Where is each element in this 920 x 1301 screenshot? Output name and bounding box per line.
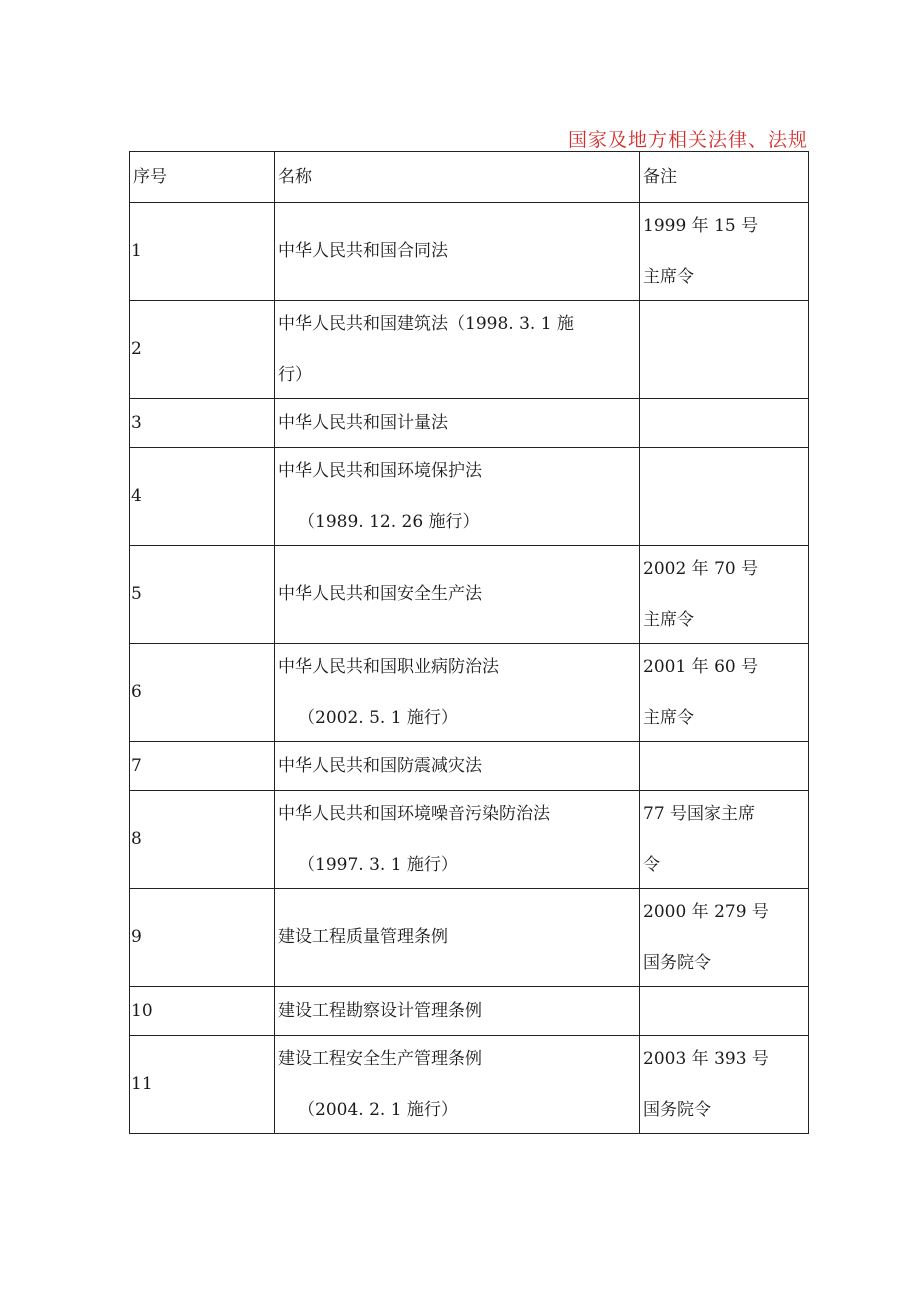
name-line: （2002. 5. 1 施行） xyxy=(298,707,458,728)
row-no: 7 xyxy=(130,742,275,791)
row-name xyxy=(275,791,640,889)
table-row xyxy=(130,1036,809,1134)
table-row xyxy=(130,301,809,399)
table-row xyxy=(130,399,809,448)
page-title: 国家及地方相关法律、法规 xyxy=(567,129,808,151)
row-remark xyxy=(640,791,809,889)
header-no: 序号 xyxy=(130,152,275,203)
name-line: （1989. 12. 26 施行） xyxy=(298,511,480,532)
remark-line: 77 号国家主席 xyxy=(643,804,756,825)
remark-line: 国务院令 xyxy=(643,952,711,973)
name-line: 建设工程安全生产管理条例 xyxy=(278,1049,482,1070)
laws-table xyxy=(129,151,809,1134)
table-row xyxy=(130,546,809,644)
row-no: 9 xyxy=(130,889,275,987)
remark-line: 主席令 xyxy=(643,609,694,630)
table-row xyxy=(130,644,809,742)
row-name xyxy=(275,742,640,791)
header-name: 名称 xyxy=(275,152,640,203)
row-name xyxy=(275,448,640,546)
row-name xyxy=(275,889,640,987)
name-line: 中华人民共和国计量法 xyxy=(278,412,448,433)
remark-line: 国务院令 xyxy=(643,1099,711,1120)
row-name xyxy=(275,987,640,1036)
table-row xyxy=(130,889,809,987)
row-remark xyxy=(640,742,809,791)
remark-line: 主席令 xyxy=(643,707,694,728)
row-remark xyxy=(640,203,809,301)
table-row xyxy=(130,791,809,889)
remark-line: 2001 年 60 号 xyxy=(643,657,759,678)
name-line: 中华人民共和国职业病防治法 xyxy=(278,657,499,678)
table-row xyxy=(130,448,809,546)
name-line: （1997. 3. 1 施行） xyxy=(298,854,458,875)
row-name xyxy=(275,301,640,399)
row-no: 6 xyxy=(130,644,275,742)
row-name xyxy=(275,399,640,448)
name-line: 中华人民共和国环境保护法 xyxy=(278,461,482,482)
row-name xyxy=(275,546,640,644)
name-line: 中华人民共和国环境噪音污染防治法 xyxy=(278,804,550,825)
row-no: 3 xyxy=(130,399,275,448)
row-name xyxy=(275,1036,640,1134)
row-no: 11 xyxy=(130,1036,275,1134)
remark-line: 2002 年 70 号 xyxy=(643,559,759,580)
name-line: 中华人民共和国防震减灾法 xyxy=(278,755,482,776)
row-no: 5 xyxy=(130,546,275,644)
name-line: 建设工程勘察设计管理条例 xyxy=(278,1000,482,1021)
row-no: 8 xyxy=(130,791,275,889)
row-name xyxy=(275,644,640,742)
row-remark xyxy=(640,399,809,448)
row-name xyxy=(275,203,640,301)
remark-line: 1999 年 15 号 xyxy=(643,216,759,237)
remark-line: 2003 年 393 号 xyxy=(643,1049,769,1070)
row-remark xyxy=(640,546,809,644)
header-remark: 备注 xyxy=(640,152,809,203)
row-remark xyxy=(640,644,809,742)
row-no: 2 xyxy=(130,301,275,399)
name-line: 中华人民共和国建筑法（1998. 3. 1 施 xyxy=(278,314,574,335)
row-no: 1 xyxy=(130,203,275,301)
row-no: 10 xyxy=(130,987,275,1036)
table-row xyxy=(130,742,809,791)
row-remark xyxy=(640,987,809,1036)
table-row xyxy=(130,987,809,1036)
row-remark xyxy=(640,301,809,399)
name-line: 中华人民共和国安全生产法 xyxy=(278,584,482,605)
row-remark xyxy=(640,889,809,987)
remark-line: 主席令 xyxy=(643,266,694,287)
name-line: 中华人民共和国合同法 xyxy=(278,241,448,262)
row-remark xyxy=(640,448,809,546)
remark-line: 2000 年 279 号 xyxy=(643,902,769,923)
name-line: 行） xyxy=(278,364,312,385)
row-no: 4 xyxy=(130,448,275,546)
row-remark xyxy=(640,1036,809,1134)
name-line: （2004. 2. 1 施行） xyxy=(298,1099,458,1120)
table-row xyxy=(130,203,809,301)
remark-line: 令 xyxy=(643,854,660,875)
table-header-row xyxy=(130,152,809,203)
name-line: 建设工程质量管理条例 xyxy=(278,927,448,948)
